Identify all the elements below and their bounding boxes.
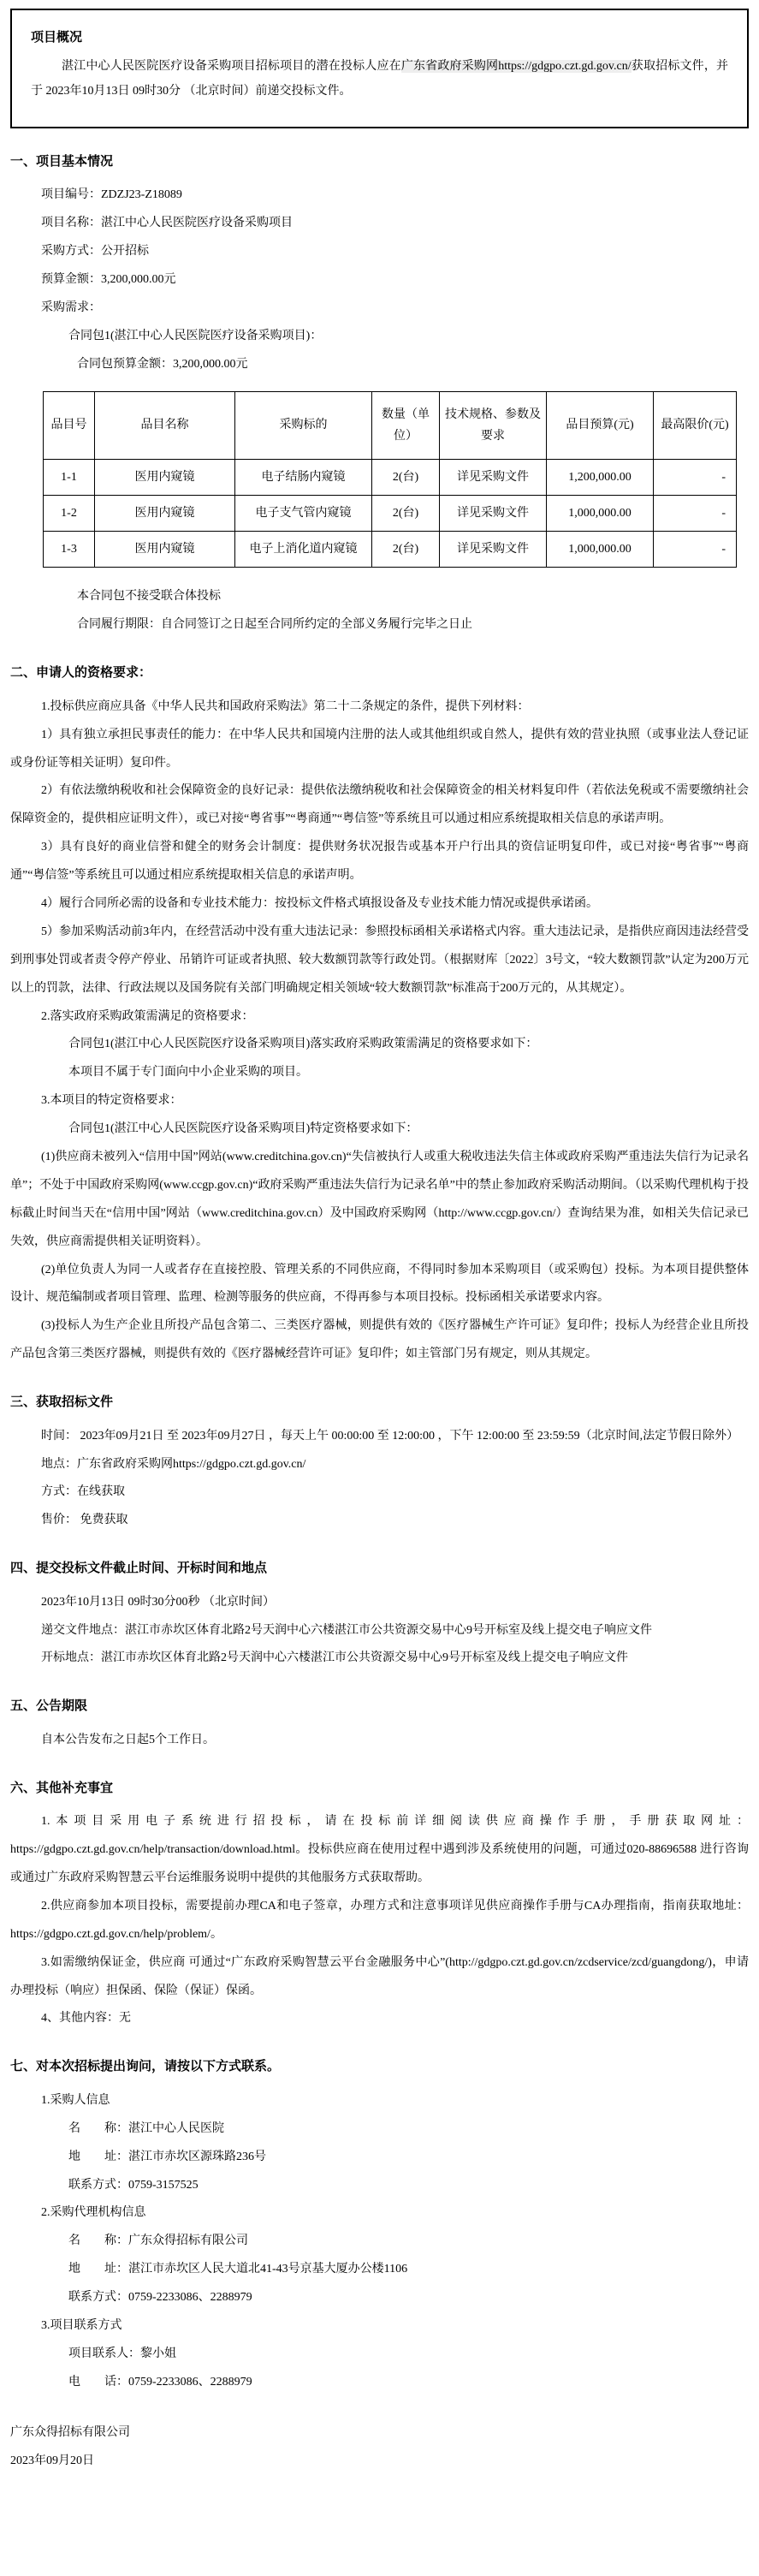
- overview-intro-prefix: 湛江中心人民医院医疗设备采购项目招标项目的潜在投标人应在: [62, 60, 401, 73]
- qualification-paragraph: 合同包1(湛江中心人民医院医疗设备采购项目)落实政府采购政策需满足的资格要求如下：: [68, 1038, 538, 1051]
- cell-max-price: -: [654, 496, 737, 532]
- cell-item-no: 1-3: [44, 532, 95, 568]
- agency-name-line: 名 称：广东众得招标有限公司: [68, 2234, 248, 2248]
- project-contact-phone-line: 电 话：0759-2233086、2288979: [68, 2375, 252, 2389]
- table-row: [44, 532, 737, 568]
- qualification-paragraph: 1）具有独立承担民事责任的能力：在中华人民共和国境内注册的法人或其他组织或自然人，提供有效的营业执照（或事业法人登记证或身份证等相关证明）复印件。: [10, 728, 749, 770]
- col-max-price: 最高限价(元): [654, 391, 737, 459]
- agency-contact-line: 联系方式：0759-2233086、2288979: [68, 2291, 252, 2305]
- package-line: 合同包1(湛江中心人民医院医疗设备采购项目)：: [68, 329, 323, 342]
- cell-item-budget: 1,000,000.00: [547, 532, 654, 568]
- qualification-paragraph: 3.本项目的特定资格要求：: [41, 1094, 182, 1108]
- section-2-heading: 二、申请人的资格要求：: [10, 666, 152, 681]
- qualification-paragraph: (2)单位负责人为同一人或者存在直接控股、管理关系的不同供应商，不得同时参加本采购项目（或采购包）投标。为本项目提供整体设计、规范编制或者项目管理、监理、检测等服务的供应商，不得再参与本项目投标。投标函相关承诺要求内容。: [10, 1263, 749, 1305]
- package-budget-line: 合同包预算金额：3,200,000.00元: [77, 357, 248, 371]
- project-number-line: 项目编号：ZDZJ23-Z18089: [41, 188, 182, 202]
- cell-quantity: 2(台): [372, 532, 440, 568]
- purchaser-info-title: 1.采购人信息: [41, 2093, 110, 2107]
- items-table-header-row: [44, 391, 737, 459]
- overview-intro-suffix: 获取招标文件，并于 2023年10月13日 09时30分 （北京时间）前递交投标文件。: [31, 60, 729, 98]
- col-item-no: 品目号: [44, 391, 95, 459]
- cell-max-price: -: [654, 532, 737, 568]
- section-6-heading: 六、其他补充事宜: [10, 1781, 114, 1795]
- cell-tech-spec: 详见采购文件: [440, 459, 547, 495]
- col-quantity: 数量（单位）: [372, 391, 440, 459]
- deadline-line: 2023年10月13日 09时30分00秒 （北京时间）: [41, 1595, 275, 1609]
- announcement-period-line: 自本公告发布之日起5个工作日。: [41, 1733, 215, 1746]
- project-contact-title: 3.项目联系方式: [41, 2318, 122, 2332]
- supplement-paragraph: 4、其他内容：无: [41, 2012, 131, 2026]
- qualification-paragraph: 1.投标供应商应具备《中华人民共和国政府采购法》第二十二条规定的条件，提供下列材料：: [41, 699, 530, 713]
- cell-procurement-target: 电子上消化道内窥镜: [235, 532, 372, 568]
- qualification-paragraph: 4）履行合同所必需的设备和专业技术能力：按投标文件格式填报设备及专业技术能力情况或提供承诺函。: [41, 896, 598, 910]
- cell-tech-spec: 详见采购文件: [440, 496, 547, 532]
- overview-title: 项目概况: [31, 31, 83, 45]
- demand-label-line: 采购需求：: [41, 300, 101, 314]
- agency-info-title: 2.采购代理机构信息: [41, 2206, 146, 2220]
- note-no-consortium: 本合同包不接受联合体投标: [77, 590, 221, 604]
- obtain-price-line: 售价： 免费获取: [41, 1514, 128, 1527]
- purchaser-name-line: 名 称：湛江中心人民医院: [68, 2121, 224, 2135]
- footer-date: 2023年09月20日: [10, 2454, 94, 2467]
- open-place-line: 开标地点：湛江市赤坎区体育北路2号天润中心六楼湛江市公共资源交易中心9号开标室及线上提交电子响应文件: [41, 1651, 628, 1665]
- cell-max-price: -: [654, 459, 737, 495]
- overview-intro: [31, 54, 728, 104]
- cell-procurement-target: 电子结肠内窥镜: [235, 459, 372, 495]
- supplement-paragraph: 1.本项目采用电子系统进行招投标，请在投标前详细阅读供应商操作手册，手册获取网址：https://gdgpo.czt.gd.gov.cn/help/transaction/download.html。投标供应商在使用过程中遇到涉及系统使用的问题，可通过020-88696588 进行咨询或通过广东政府采购智慧云平台运维服务说明中提供的其他服务方式获取帮助。: [10, 1815, 749, 1885]
- signature-block: [10, 2419, 749, 2476]
- procurement-method-line: 采购方式：公开招标: [41, 245, 149, 259]
- section-1-heading: 一、项目基本情况: [10, 154, 114, 169]
- supplement-paragraph: 3.如需缴纳保证金，供应商 可通过“广东政府采购智慧云平台金融服务中心”(http://gdgpo.czt.gd.gov.cn/zcdservice/zcd/guangdong/)，申请办理投标（响应）担保函、保险（保证）保函。: [10, 1955, 749, 1997]
- cell-item-name: 医用内窥镜: [95, 532, 235, 568]
- cell-item-no: 1-2: [44, 496, 95, 532]
- section-4-heading: 四、提交投标文件截止时间、开标时间和地点: [10, 1562, 268, 1576]
- cell-quantity: 2(台): [372, 459, 440, 495]
- obtain-place-line: 地点：广东省政府采购网https://gdgpo.czt.gd.gov.cn/: [41, 1457, 306, 1471]
- cell-item-budget: 1,000,000.00: [547, 496, 654, 532]
- cell-quantity: 2(台): [372, 496, 440, 532]
- section-5-heading: 五、公告期限: [10, 1699, 88, 1714]
- table-row: [44, 459, 737, 495]
- agency-address-line: 地 址：湛江市赤坎区人民大道北41-43号京基大厦办公楼1106: [68, 2263, 408, 2276]
- table-row: [44, 496, 737, 532]
- qualification-paragraph: 2）有依法缴纳税收和社会保障资金的良好记录：提供依法缴纳税收和社会保障资金的相关材料复印件（若依法免税或不需要缴纳社会保障资金的，提供相应证明文件），或已对接“粤省事”“粤商通”“粤信签”等系统且可以通过相应系统提取相关信息的承诺声明。: [10, 784, 749, 826]
- budget-line: 预算金额：3,200,000.00元: [41, 272, 176, 286]
- col-tech-spec: 技术规格、参数及要求: [440, 391, 547, 459]
- col-item-budget: 品目预算(元): [547, 391, 654, 459]
- cell-item-no: 1-1: [44, 459, 95, 495]
- footer-company: 广东众得招标有限公司: [10, 2425, 130, 2439]
- project-overview-box: [10, 9, 749, 128]
- qualification-paragraph: 合同包1(湛江中心人民医院医疗设备采购项目)特定资格要求如下：: [68, 1122, 418, 1136]
- cell-item-name: 医用内窥镜: [95, 496, 235, 532]
- obtain-method-line: 方式：在线获取: [41, 1485, 125, 1499]
- project-contact-person-line: 项目联系人：黎小姐: [68, 2347, 176, 2360]
- col-procurement-target: 采购标的: [235, 391, 372, 459]
- qualification-paragraph: 5）参加采购活动前3年内，在经营活动中没有重大违法记录：参照投标函相关承诺格式内容。重大违法记录，是指供应商因违法经营受到刑事处罚或者责令停产停业、吊销许可证或者执照、较大数额罚款等行政处罚。（根据财库〔2022〕3号文，“较大数额罚款”认定为200万元以上的罚款，法律、行政法规以及国务院有关部门明确规定相关领域“较大数额罚款”标准高于200万元的，从其规定）。: [10, 925, 749, 995]
- cell-item-name: 医用内窥镜: [95, 459, 235, 495]
- purchaser-address-line: 地 址：湛江市赤坎区源珠路236号: [68, 2150, 266, 2163]
- purchaser-contact-line: 联系方式：0759-3157525: [68, 2178, 199, 2192]
- obtain-time-line: 时间： 2023年09月21日 至 2023年09月27日 ，每天上午 00:00:00 至 12:00:00 ，下午 12:00:00 至 23:59:59（北京时间,法定节假日除外）: [41, 1429, 739, 1443]
- col-item-name: 品目名称: [95, 391, 235, 459]
- submit-place-line: 递交文件地点：湛江市赤坎区体育北路2号天润中心六楼湛江市公共资源交易中心9号开标室及线上提交电子响应文件: [41, 1623, 652, 1637]
- cell-tech-spec: 详见采购文件: [440, 532, 547, 568]
- section-3-heading: 三、获取招标文件: [10, 1395, 114, 1410]
- supplement-paragraph: 2.供应商参加本项目投标，需要提前办理CA和电子签章，办理方式和注意事项详见供应商操作手册与CA办理指南，指南获取地址：https://gdgpo.czt.gd.gov.cn/help/problem/。: [10, 1899, 749, 1941]
- section-7-heading: 七、对本次招标提出询问，请按以下方式联系。: [10, 2060, 281, 2074]
- project-name-line: 项目名称：湛江中心人民医院医疗设备采购项目: [41, 217, 293, 230]
- procurement-site-link: 广东省政府采购网https://gdgpo.czt.gd.gov.cn/: [400, 60, 632, 73]
- cell-item-budget: 1,200,000.00: [547, 459, 654, 495]
- qualification-paragraph: (1)供应商未被列入“信用中国”网站(www.creditchina.gov.cn)“失信被执行人或重大税收违法失信主体或政府采购严重违法失信行为记录名单”；不处于中国政府采购网(www.ccgp.gov.cn)“政府采购严重违法失信行为记录名单”中的禁止参加政府采购活动期间。（以采购代理机构于投标截止时间当天在“信用中国”网站（www.creditchina.gov.cn）及中国政府采购网（http://www.ccgp.gov.cn/）查询结果为准，如相关失信记录已失效，供应商需提供相关证明资料）。: [10, 1150, 749, 1248]
- qualification-paragraph: (3)投标人为生产企业且所投产品包含第二、三类医疗器械，则提供有效的《医疗器械生产许可证》复印件；投标人为经营企业且所投产品包含第三类医疗器械，则提供有效的《医疗器械经营许可证》复印件；如主管部门另有规定，则从其规定。: [10, 1319, 749, 1361]
- qualification-paragraph: 本项目不属于专门面向中小企业采购的项目。: [68, 1066, 308, 1080]
- items-table: [43, 391, 737, 568]
- qualification-paragraph: 2.落实政府采购政策需满足的资格要求：: [41, 1009, 254, 1023]
- cell-procurement-target: 电子支气管内窥镜: [235, 496, 372, 532]
- note-contract-duration: 合同履行期限：自合同签订之日起至合同所约定的全部义务履行完毕之日止: [77, 618, 472, 632]
- qualification-paragraph: 3）具有良好的商业信誉和健全的财务会计制度：提供财务状况报告或基本开户行出具的资信证明复印件，或已对接“粤省事”“粤商通”“粤信签”等系统且可以通过相应系统提取相关信息的承诺声明。: [10, 841, 749, 883]
